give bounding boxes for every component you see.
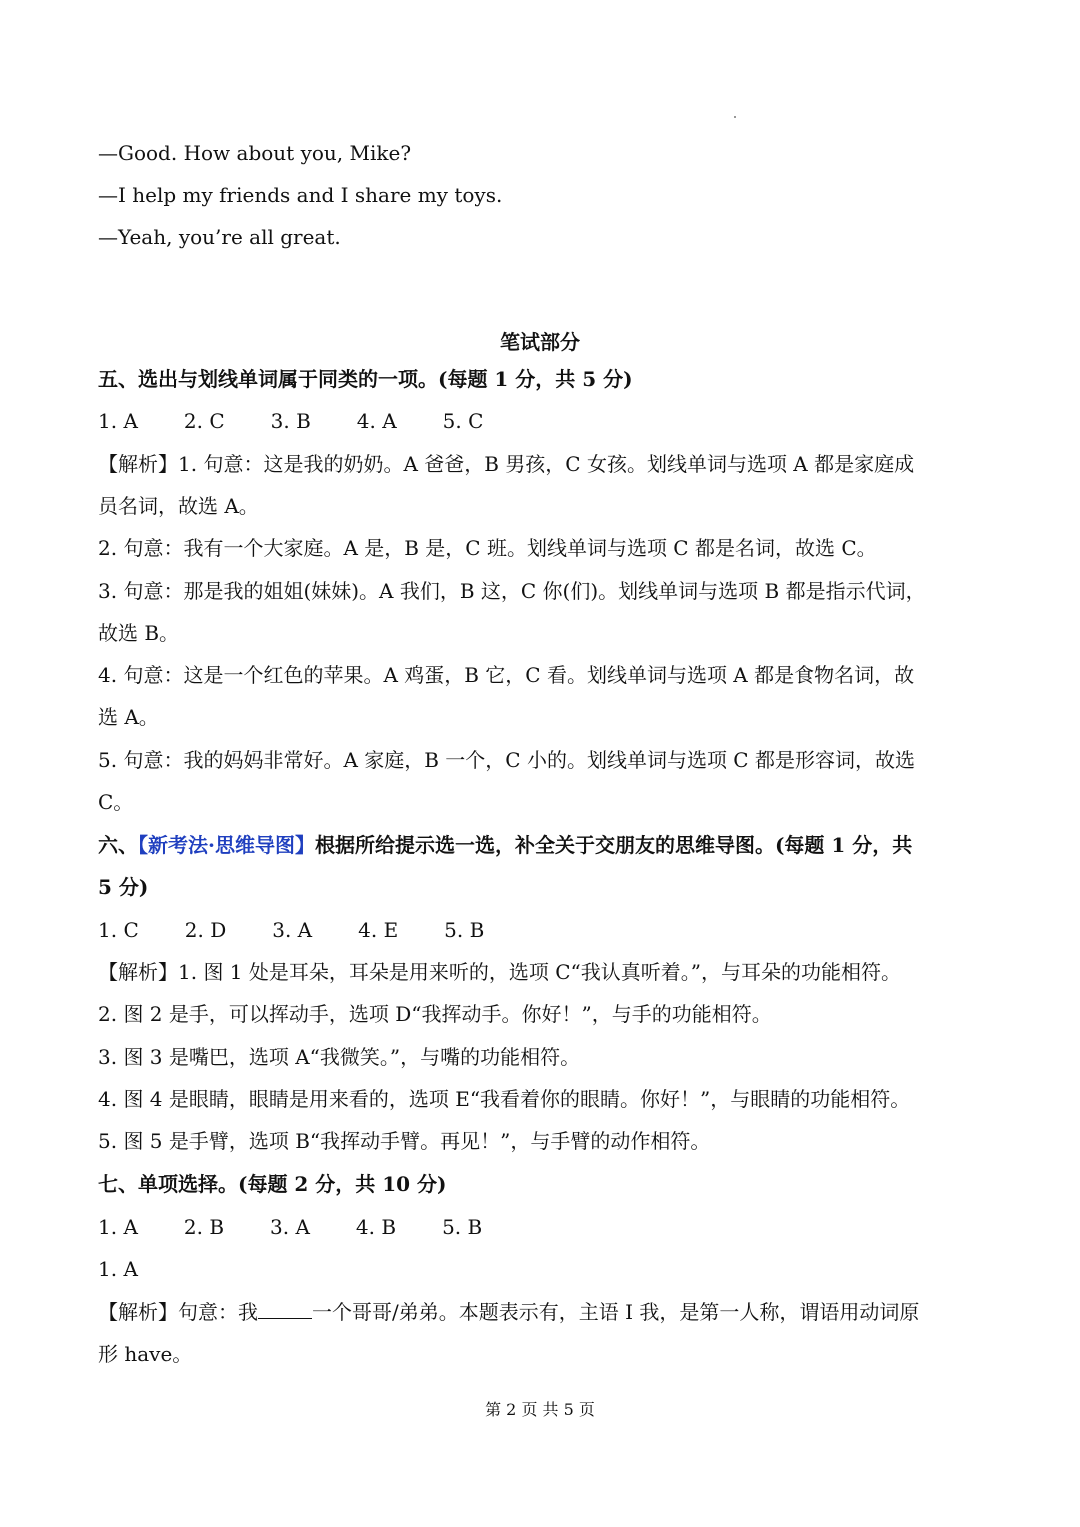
- s5-line: 3. 句意：那是我的姐姐(妹妹)。A 我们，B 这，C 你(们)。划线单词与选项 B 都是指示代词，: [98, 579, 926, 603]
- s6-heading-prefix: 六、: [98, 833, 138, 857]
- answer: 4. E: [358, 918, 399, 942]
- s7-answers: [98, 1213, 990, 1241]
- s5-line: 【解析】1. 句意：这是我的奶奶。A 爸爸，B 男孩，C 女孩。划线单词与选项 A 都是家庭成: [98, 452, 915, 476]
- s7-analysis-line2: 形 have。: [98, 1342, 193, 1366]
- s5-answers: [98, 407, 990, 435]
- answer: 3. A: [272, 918, 313, 942]
- answer: 2. B: [183, 1215, 225, 1239]
- answer: 1. C: [98, 918, 139, 942]
- dialogue-line-1: —Good. How about you, Mike?: [98, 141, 412, 165]
- s5-line: C。: [98, 790, 134, 814]
- s6-line: 5. 图 5 是手臂，选项 B“我挥动手臂。再见！”，与手臂的动作相符。: [98, 1129, 711, 1153]
- answer-blank: [258, 1300, 312, 1319]
- section-title: 笔试部分: [500, 330, 580, 354]
- s5-line: 2. 句意：我有一个大家庭。A 是，B 是，C 班。划线单词与选项 C 都是名词，故选 C。: [98, 536, 877, 560]
- answer: 1. A: [98, 1215, 138, 1239]
- s5-line: 5. 句意：我的妈妈非常好。A 家庭，B 一个，C 小的。划线单词与选项 C 都是形容词，故选: [98, 748, 915, 772]
- s7-item: 1. A: [98, 1257, 138, 1281]
- s6-line: 【解析】1. 图 1 处是耳朵，耳朵是用来听的，选项 C“我认真听着。”，与耳朵的功能相符。: [98, 960, 901, 984]
- answer: 3. A: [270, 1215, 310, 1239]
- s6-heading: [98, 831, 990, 859]
- s6-answers: [98, 916, 990, 944]
- answer: 4. B: [355, 1215, 397, 1239]
- page-footer: 第 2 页 共 5 页: [485, 1400, 595, 1419]
- s6-line: 2. 图 2 是手，可以挥动手，选项 D“我挥动手。你好！”，与手的功能相符。: [98, 1002, 772, 1026]
- scan-dot: [734, 116, 736, 118]
- s7-heading: 七、单项选择。(每题 2 分，共 10 分): [98, 1172, 447, 1196]
- answer: 5. C: [442, 409, 484, 433]
- s5-line: 选 A。: [98, 705, 159, 729]
- s6-heading-tag: 【新考法·思维导图】: [138, 833, 315, 857]
- s7-analysis-post: 一个哥哥/弟弟。本题表示有，主语 I 我，是第一人称，谓语用动词原: [312, 1300, 920, 1324]
- s6-line: 3. 图 3 是嘴巴，选项 A“我微笑。”，与嘴的功能相符。: [98, 1045, 581, 1069]
- s6-line: 4. 图 4 是眼睛，眼睛是用来看的，选项 E“我看着你的眼睛。你好！”，与眼睛的功能相符。: [98, 1087, 911, 1111]
- answer: 5. B: [444, 918, 485, 942]
- s5-line: 4. 句意：这是一个红色的苹果。A 鸡蛋，B 它，C 看。划线单词与选项 A 都是食物名词，故: [98, 663, 915, 687]
- s5-line: 故选 B。: [98, 621, 180, 645]
- dialogue-line-2: —I help my friends and I share my toys.: [98, 183, 503, 207]
- s6-heading-line2: 5 分): [98, 875, 149, 899]
- answer: 2. D: [184, 918, 227, 942]
- answer: 5. B: [442, 1215, 483, 1239]
- s7-analysis-pre: 【解析】句意：我: [98, 1300, 258, 1324]
- answer: 4. A: [356, 409, 397, 433]
- s7-analysis: [98, 1298, 990, 1326]
- s6-heading-rest: 根据所给提示选一选，补全关于交朋友的思维导图。(每题 1 分，共: [314, 833, 913, 857]
- s5-heading: 五、选出与划线单词属于同类的一项。(每题 1 分，共 5 分): [98, 367, 633, 391]
- answer: 1. A: [98, 409, 138, 433]
- dialogue-line-3: —Yeah, you’re all great.: [98, 225, 341, 249]
- answer: 3. B: [270, 409, 311, 433]
- s5-line: 员名词，故选 A。: [98, 494, 259, 518]
- answer: 2. C: [183, 409, 225, 433]
